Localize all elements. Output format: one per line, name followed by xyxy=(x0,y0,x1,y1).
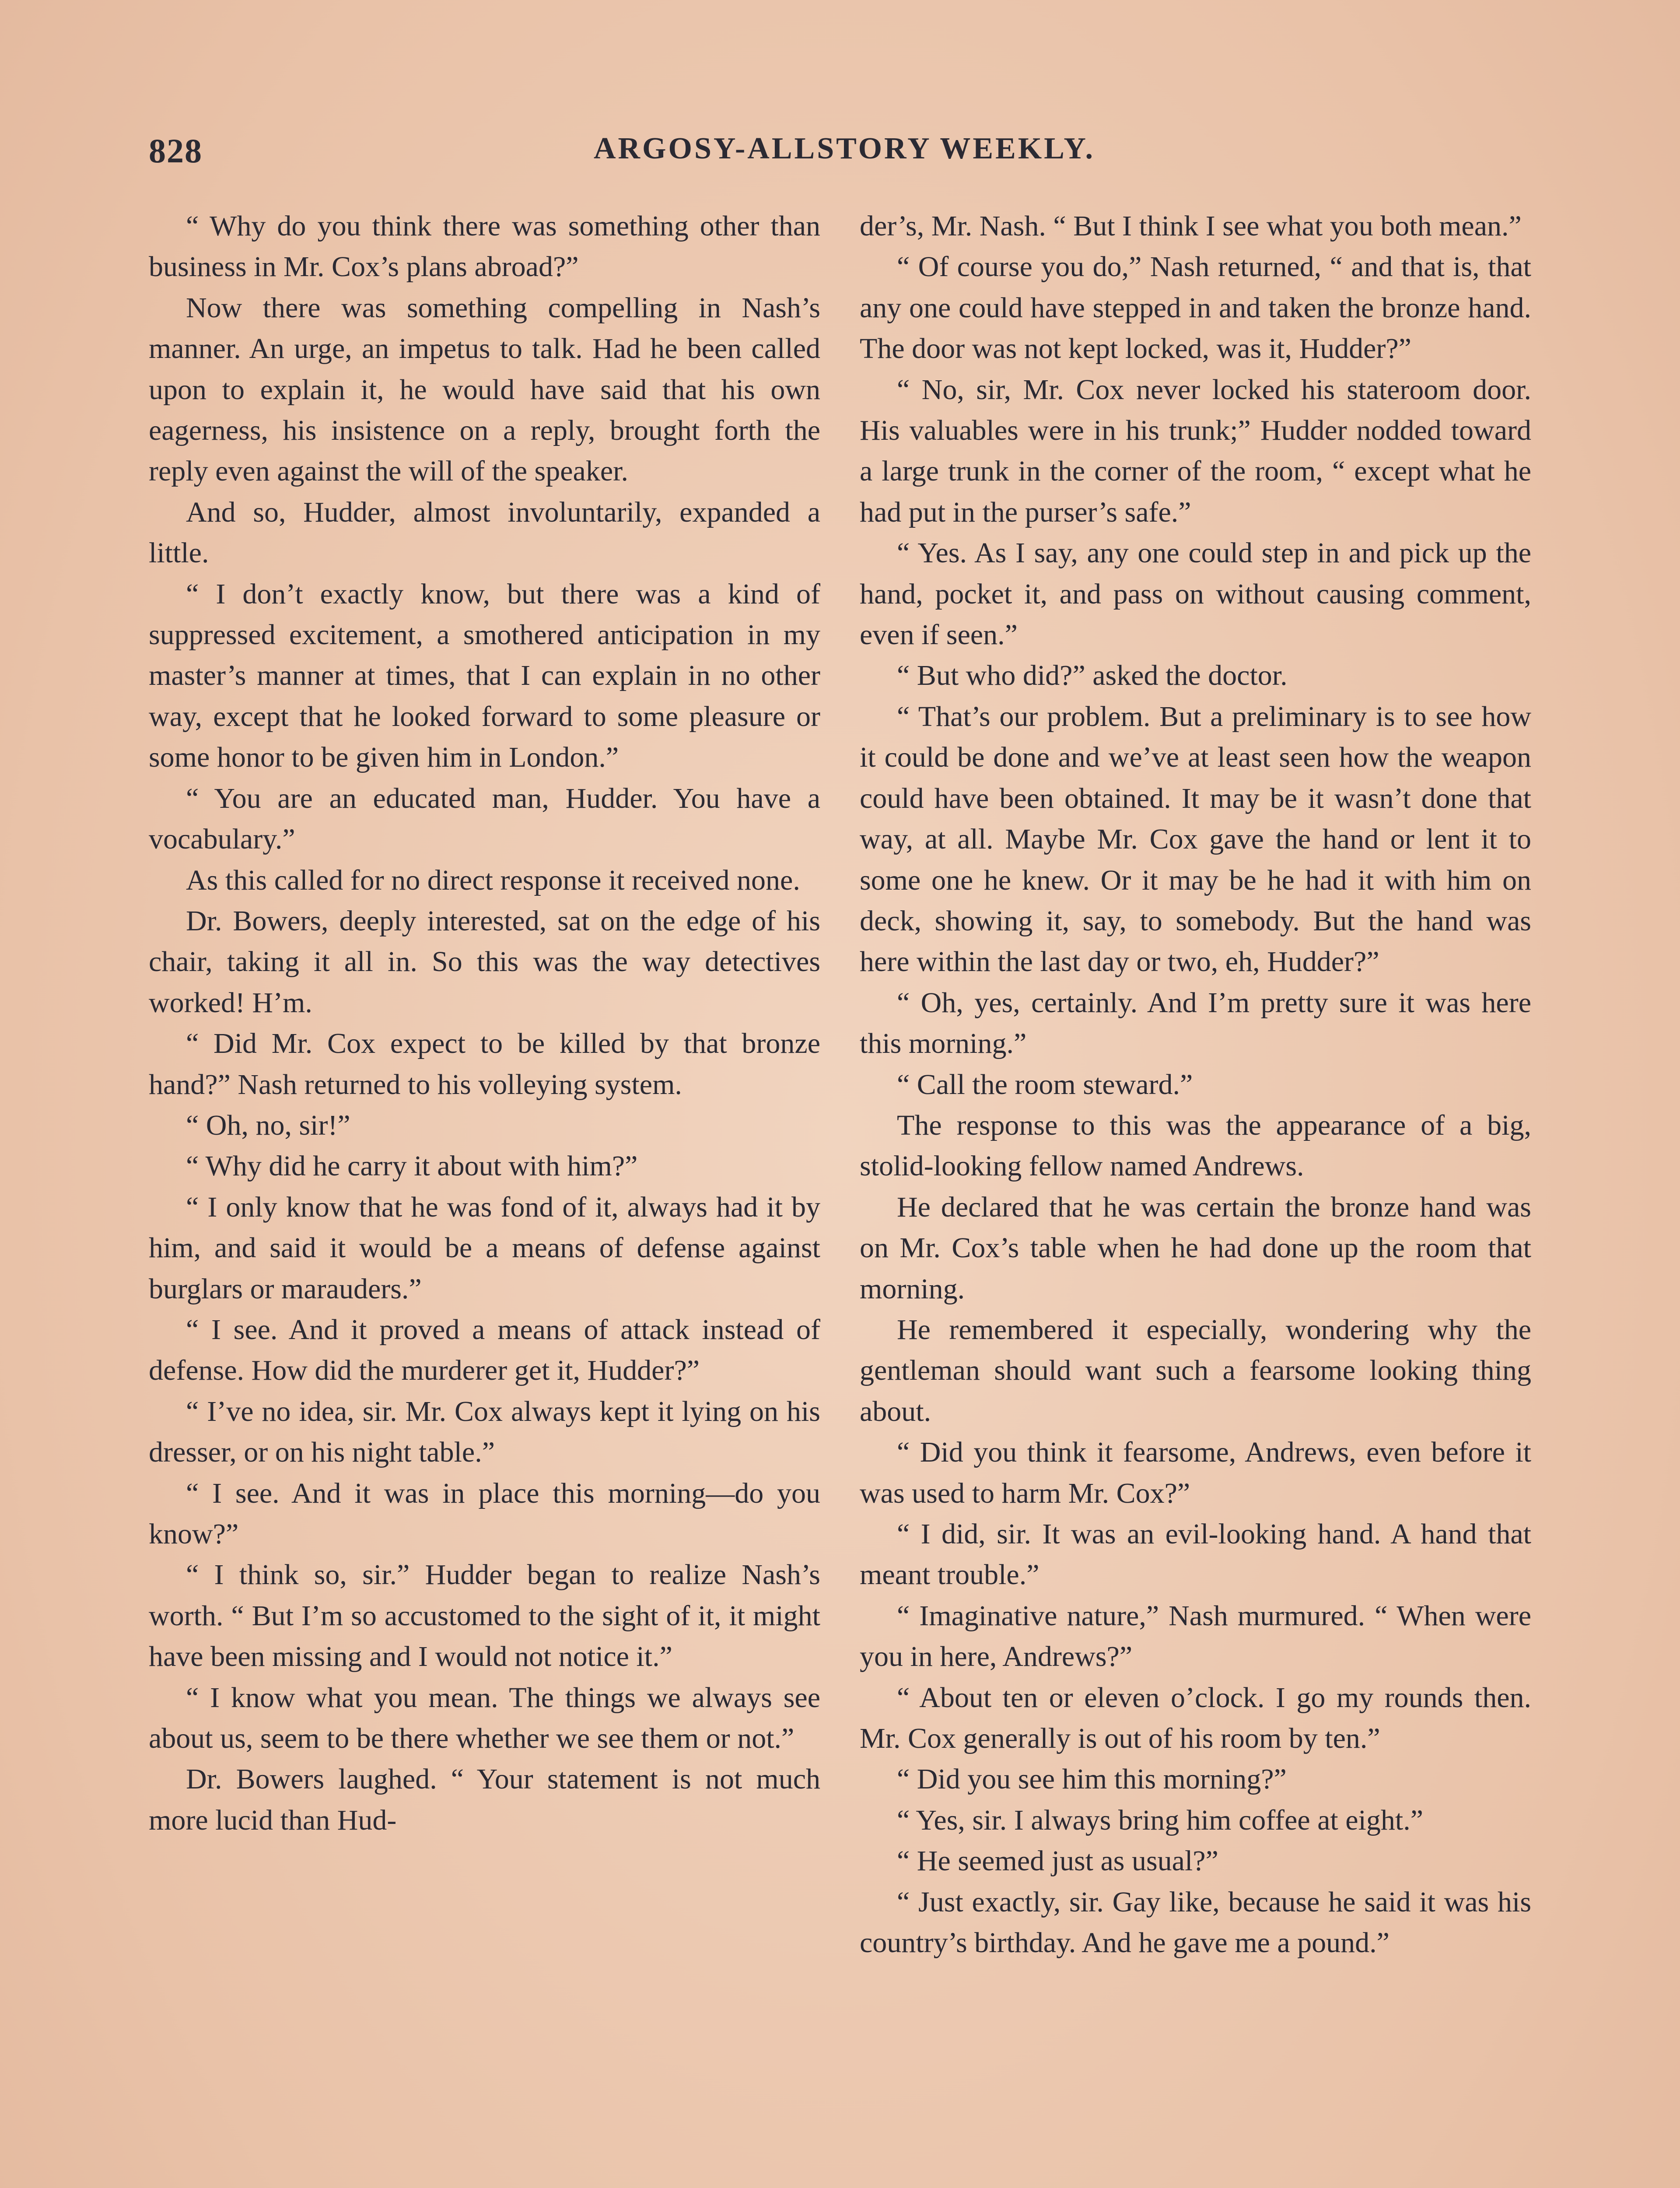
paragraph: “ I see. And it was in place this morning—do you know?” xyxy=(149,1477,820,1550)
page-number: 828 xyxy=(149,132,203,170)
paragraph: “ Why did he carry it about with him?” xyxy=(186,1150,638,1182)
paragraph: “ You are an educated man, Hudder. You have a vocabulary.” xyxy=(149,782,820,856)
paragraph: “ Just exactly, sir. Gay like, because he said it was his country’s birthday. And he gave me a pound.” xyxy=(860,1886,1531,1959)
paragraph: “ I know what you mean. The things we always see about us, seem to be there whether we see them or not.” xyxy=(149,1681,820,1755)
paragraph: As this called for no direct response it received none. xyxy=(186,864,800,896)
paragraph: “ About ten or eleven o’clock. I go my rounds then. Mr. Cox generally is out of his room by ten.” xyxy=(860,1681,1531,1755)
paragraph: And so, Hudder, almost involuntarily, expanded a little. xyxy=(149,496,820,569)
paragraph: “ But who did?” asked the doctor. xyxy=(897,659,1288,692)
paragraph: “ Call the room steward.” xyxy=(897,1068,1193,1101)
paragraph: “ Why do you think there was something other than business in Mr. Cox’s plans abroad?” xyxy=(149,210,820,283)
paragraph: He declared that he was certain the bronze hand was on Mr. Cox’s table when he had done up the room that morning. xyxy=(860,1191,1531,1305)
paragraph: “ Yes. As I say, any one could step in and pick up the hand, pocket it, and pass on without causing comment, even if seen.” xyxy=(860,537,1531,651)
paragraph: “ Yes, sir. I always bring him coffee at eight.” xyxy=(897,1804,1424,1836)
paragraph: The response to this was the appearance of a big, stolid-looking fellow named Andrews. xyxy=(860,1109,1531,1182)
left-column xyxy=(149,206,820,2188)
paragraph: “ I only know that he was fond of it, always had it by him, and said it would be a means of defense against burglars or marauders.” xyxy=(149,1191,820,1305)
paragraph: “ Oh, no, sir!” xyxy=(186,1109,350,1141)
right-column xyxy=(860,206,1531,2188)
paragraph: “ Oh, yes, certainly. And I’m pretty sure it was here this morning.” xyxy=(860,986,1531,1060)
paragraph: “ I did, sir. It was an evil-looking hand. A hand that meant trouble.” xyxy=(860,1518,1531,1591)
paragraph: He remembered it especially, wondering why the gentleman should want such a fearsome looking thing about. xyxy=(860,1313,1531,1427)
paragraph: Now there was something compelling in Nash’s manner. An urge, an impetus to talk. Had he been called upon to explain it, he would have said that his own eagerness, his insistence on a reply, brought forth the reply even against the will of the speaker. xyxy=(149,291,820,487)
page-header xyxy=(149,131,1540,184)
paragraph: “ I don’t exactly know, but there was a kind of suppressed excitement, a smothered anticipation in my master’s manner at times, that I can explain in no other way, except that he looked forward to some pleasure or some honor to be given him in London.” xyxy=(149,578,820,774)
paragraph: Dr. Bowers laughed. “ Your statement is not much more lucid than Hud- xyxy=(149,1763,820,1836)
paragraph-continuation: der’s, Mr. Nash. “ But I think I see what you both mean.” xyxy=(860,210,1522,242)
paragraph: “ Of course you do,” Nash returned, “ and that is, that any one could have stepped in and taken the bronze hand. The door was not kept locked, was it, Hudder?” xyxy=(860,251,1531,365)
running-title: ARGOSY-ALLSTORY WEEKLY. xyxy=(593,132,1096,165)
paragraph: “ Did Mr. Cox expect to be killed by that bronze hand?” Nash returned to his volleying system. xyxy=(149,1027,820,1101)
paragraph: “ I see. And it proved a means of attack instead of defense. How did the murderer get it, Hudder?” xyxy=(149,1313,820,1387)
paragraph: Dr. Bowers, deeply interested, sat on the edge of his chair, taking it all in. So this was the way detectives worked! H’m. xyxy=(149,905,820,1019)
paragraph: “ Imaginative nature,” Nash murmured. “ When were you in here, Andrews?” xyxy=(860,1599,1531,1673)
paragraph: “ I’ve no idea, sir. Mr. Cox always kept it lying on his dresser, or on his night table.” xyxy=(149,1395,820,1469)
paragraph: “ No, sir, Mr. Cox never locked his stateroom door. His valuables were in his trunk;” Hudder nodded toward a large trunk in the corner of the room, “ except what he had put in the purser’s safe.” xyxy=(860,373,1531,528)
paragraph: “ He seemed just as usual?” xyxy=(897,1845,1218,1877)
paragraph: “ Did you see him this morning?” xyxy=(897,1763,1287,1795)
paragraph: “ Did you think it fearsome, Andrews, even before it was used to harm Mr. Cox?” xyxy=(860,1436,1531,1509)
paragraph: “ That’s our problem. But a preliminary is to see how it could be done and we’ve at least seen how the weapon could have been obtained. It may be it wasn’t done that way, at all. Maybe Mr. Cox gave the hand or lent it to some one he knew. Or it may be he had it with him on deck, showing it, say, to somebody. But the hand was here within the last day or two, eh, Hudder?” xyxy=(860,700,1531,978)
paragraph: “ I think so, sir.” Hudder began to realize Nash’s worth. “ But I’m so accustomed to the sight of it, it might have been missing and I would not notice it.” xyxy=(149,1559,820,1673)
